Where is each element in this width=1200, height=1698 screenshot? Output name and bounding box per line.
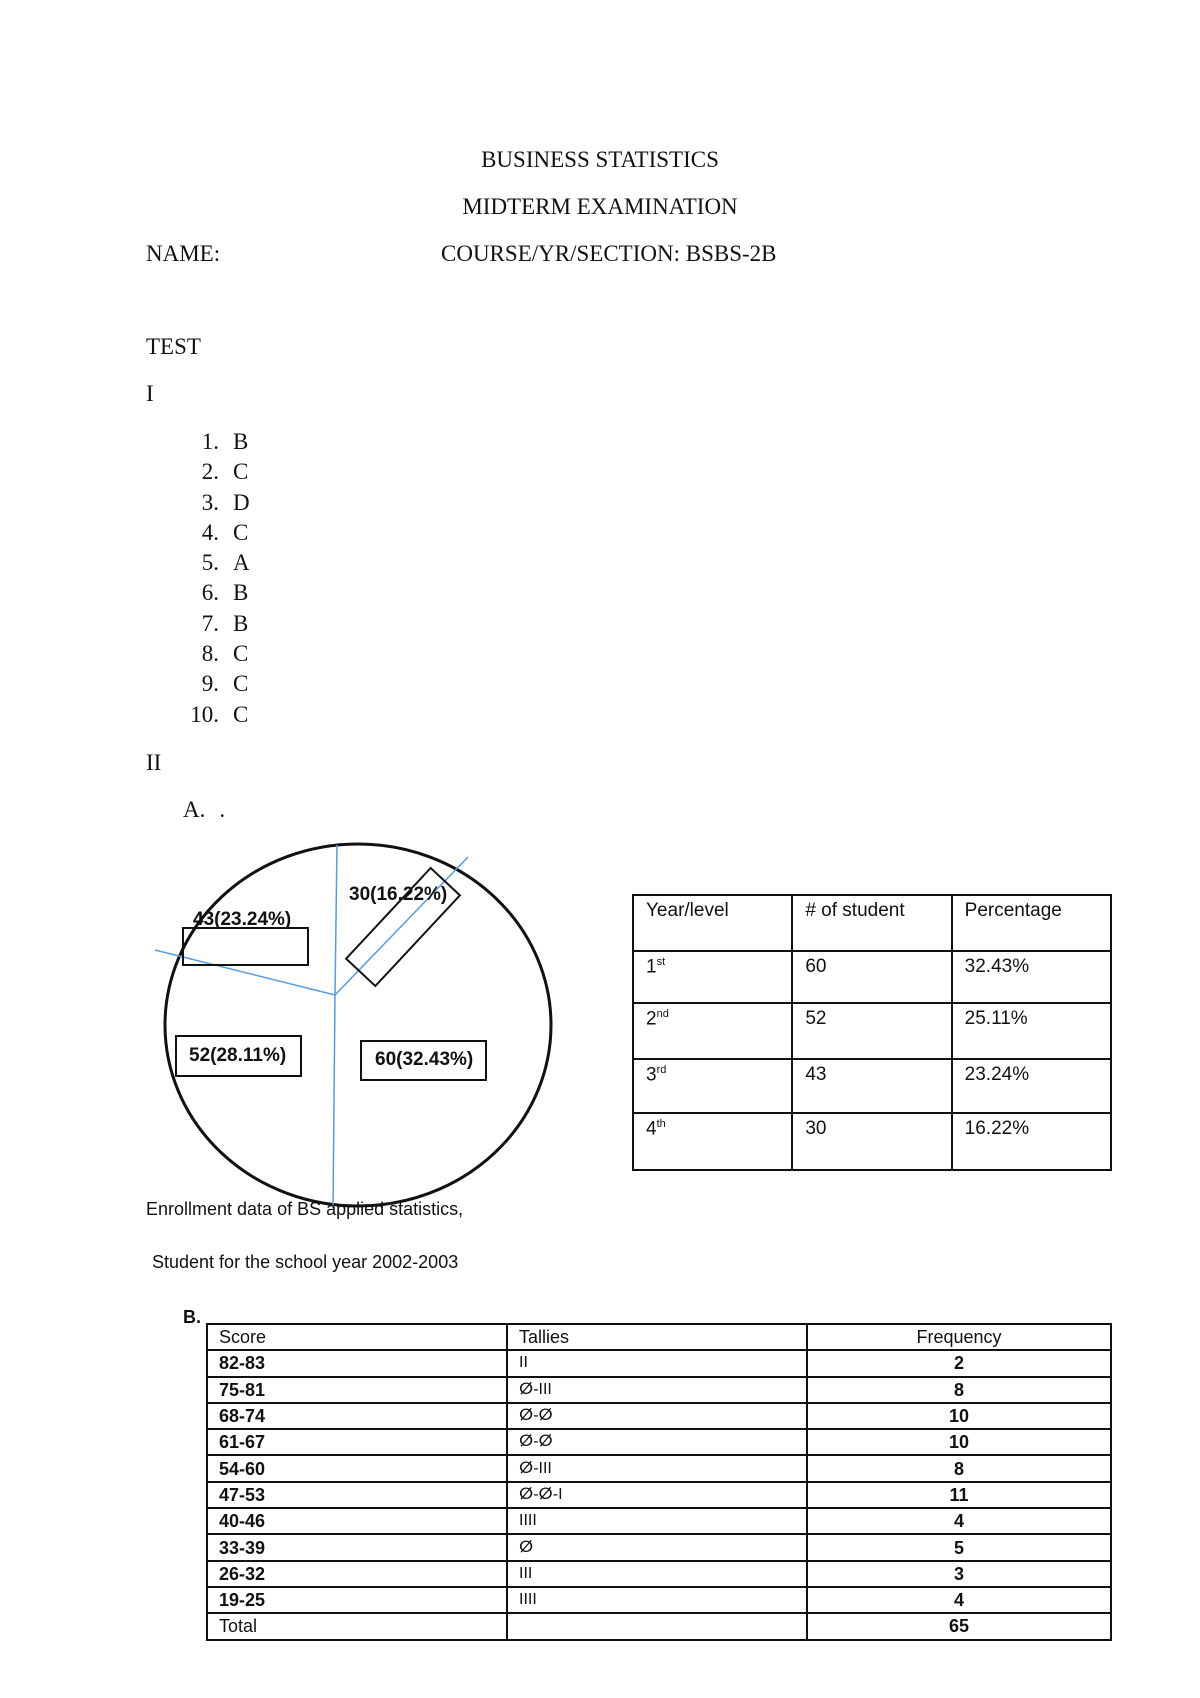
tally-cell: ⵁ-III bbox=[507, 1455, 807, 1481]
header-cell: Frequency bbox=[807, 1324, 1111, 1350]
section-b-label: B. bbox=[183, 1307, 201, 1327]
table-row bbox=[207, 1482, 1111, 1508]
name-label: NAME: bbox=[146, 241, 221, 266]
pie-divider-top bbox=[335, 845, 337, 995]
answer-item: 10. C bbox=[190, 701, 249, 727]
tally-cell: ⵁ-ⵁ bbox=[507, 1403, 807, 1429]
score-cell: 75-81 bbox=[207, 1377, 507, 1403]
table-row bbox=[633, 1113, 1111, 1170]
document-title: BUSINESS STATISTICS bbox=[481, 147, 719, 172]
table-header-row bbox=[633, 895, 1111, 951]
frequency-cell: 5 bbox=[807, 1534, 1111, 1560]
percentage-cell: 25.11% bbox=[952, 1003, 1111, 1059]
score-cell: 61-67 bbox=[207, 1429, 507, 1455]
tally-cell: IIII bbox=[507, 1508, 807, 1534]
percentage-cell: 16.22% bbox=[952, 1113, 1111, 1170]
pie-label-box-3rd bbox=[182, 927, 309, 966]
frequency-cell: 11 bbox=[807, 1482, 1111, 1508]
frequency-cell: 10 bbox=[807, 1429, 1111, 1455]
answer-item: 9. C bbox=[201, 671, 249, 697]
score-cell: 19-25 bbox=[207, 1587, 507, 1613]
answer-item: 7. B bbox=[201, 610, 249, 636]
tally-cell: ⵁ-III bbox=[507, 1377, 807, 1403]
document-subtitle: MIDTERM EXAMINATION bbox=[462, 194, 738, 219]
table-header-row bbox=[207, 1324, 1111, 1350]
tally-cell: ⵁ bbox=[507, 1534, 807, 1560]
total-frequency-cell: 65 bbox=[807, 1613, 1111, 1639]
table-row bbox=[207, 1508, 1111, 1534]
table-row bbox=[633, 951, 1111, 1003]
table-row bbox=[633, 1003, 1111, 1059]
score-cell: 68-74 bbox=[207, 1403, 507, 1429]
table-row bbox=[207, 1587, 1111, 1613]
header-cell: # of student bbox=[792, 895, 951, 951]
header-cell: Tallies bbox=[507, 1324, 807, 1350]
answer-item: 6. B bbox=[201, 580, 249, 606]
pie-label-4th: 30(16.22%) bbox=[349, 884, 448, 905]
students-cell: 30 bbox=[792, 1113, 951, 1170]
frequency-table bbox=[206, 1323, 1112, 1641]
score-cell: 47-53 bbox=[207, 1482, 507, 1508]
part2-label: II bbox=[146, 750, 162, 775]
frequency-cell: 2 bbox=[807, 1350, 1111, 1376]
score-cell: 40-46 bbox=[207, 1508, 507, 1534]
score-cell: 33-39 bbox=[207, 1534, 507, 1560]
students-cell: 43 bbox=[792, 1059, 951, 1113]
caption-line-1: Enrollment data of BS applied statistics, bbox=[146, 1199, 464, 1219]
table-row bbox=[633, 1059, 1111, 1113]
tally-cell: ⵁ-ⵁ-I bbox=[507, 1482, 807, 1508]
frequency-cell: 4 bbox=[807, 1508, 1111, 1534]
frequency-cell: 8 bbox=[807, 1377, 1111, 1403]
header-cell: Score bbox=[207, 1324, 507, 1350]
answer-item: 4. C bbox=[201, 519, 249, 545]
score-cell: 26-32 bbox=[207, 1561, 507, 1587]
frequency-cell: 8 bbox=[807, 1455, 1111, 1481]
header-cell: Percentage bbox=[952, 895, 1111, 951]
score-cell: 54-60 bbox=[207, 1455, 507, 1481]
pie-label-3rd: 43(23.24%) bbox=[193, 909, 292, 930]
students-cell: 52 bbox=[792, 1003, 951, 1059]
frequency-cell: 3 bbox=[807, 1561, 1111, 1587]
total-label-cell: Total bbox=[207, 1613, 507, 1639]
table-row bbox=[207, 1350, 1111, 1376]
year-cell: 4th bbox=[633, 1113, 792, 1170]
table-row bbox=[207, 1377, 1111, 1403]
year-level-table bbox=[632, 894, 1112, 1171]
table-row bbox=[207, 1403, 1111, 1429]
table-row bbox=[207, 1429, 1111, 1455]
students-cell: 60 bbox=[792, 951, 951, 1003]
pie-divider-bottom bbox=[333, 995, 335, 1208]
frequency-cell: 10 bbox=[807, 1403, 1111, 1429]
answer-item: 1. B bbox=[201, 429, 249, 454]
table-total-row bbox=[207, 1613, 1111, 1639]
answer-item: 2. C bbox=[201, 459, 249, 485]
answer-item: 8. C bbox=[201, 641, 249, 667]
score-cell: 82-83 bbox=[207, 1350, 507, 1376]
pie-label-2nd: 52(28.11%) bbox=[189, 1045, 287, 1066]
section-a-label: A. . bbox=[183, 797, 226, 822]
table-row bbox=[207, 1455, 1111, 1481]
percentage-cell: 23.24% bbox=[952, 1059, 1111, 1113]
tally-cell: IIII bbox=[507, 1587, 807, 1613]
caption-line-2: Student for the school year 2002-2003 bbox=[152, 1252, 459, 1272]
tally-cell: ⵁ-ⵁ bbox=[507, 1429, 807, 1455]
percentage-cell: 32.43% bbox=[952, 951, 1111, 1003]
part1-label: I bbox=[146, 381, 154, 406]
table-row bbox=[207, 1534, 1111, 1560]
year-cell: 2nd bbox=[633, 1003, 792, 1059]
year-cell: 3rd bbox=[633, 1059, 792, 1113]
frequency-cell: 4 bbox=[807, 1587, 1111, 1613]
answer-item: 3. D bbox=[201, 489, 250, 515]
year-cell: 1st bbox=[633, 951, 792, 1003]
table-row bbox=[207, 1561, 1111, 1587]
test-label: TEST bbox=[146, 334, 201, 359]
header-cell: Year/level bbox=[633, 895, 792, 951]
course-label: COURSE/YR/SECTION: BSBS-2B bbox=[441, 241, 777, 266]
total-tally-cell bbox=[507, 1613, 807, 1639]
pie-label-1st: 60(32.43%) bbox=[375, 1049, 474, 1070]
tally-cell: II bbox=[507, 1350, 807, 1376]
answer-item: 5. A bbox=[201, 550, 250, 576]
tally-cell: III bbox=[507, 1561, 807, 1587]
